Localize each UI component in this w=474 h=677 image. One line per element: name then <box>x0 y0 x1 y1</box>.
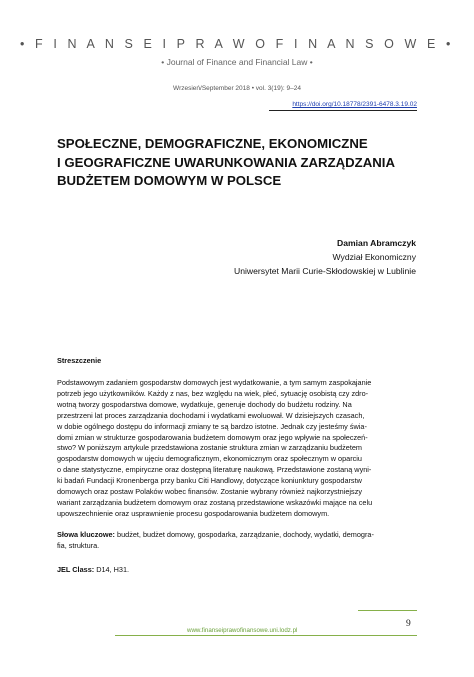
keywords-text-cont: fia, struktura. <box>57 540 100 550</box>
abstract-line: upowszechnienie oraz usprawnienie procesu gospodarowania budżetem domowym. <box>57 508 330 518</box>
abstract-line: przestrzeni lat proces zarządzania dochodami i wydatkami ewoluował. W dzisiejszych czasach, <box>57 410 365 420</box>
doi-divider <box>269 110 417 111</box>
footer-divider <box>115 635 417 636</box>
title-line: I GEOGRAFICZNE UWARUNKOWANIA ZARZĄDZANIA <box>57 154 395 170</box>
abstract-line: ki badań Fundacji Kronenberga przy banku Citi Handlowy, dotyczące koniunktury gospodarstw <box>57 476 362 486</box>
author-name: Damian Abramczyk <box>337 238 416 248</box>
abstract-line: wotną tworzy gospodarstwa domowe, wydatkuje, generuje dochody do budżetu rodziny. Na <box>57 399 352 409</box>
footer-url[interactable]: www.finanseiprawofinansowe.uni.lodz.pl <box>184 627 300 634</box>
title-line: BUDŻETEM DOMOWYM W POLSCE <box>57 173 282 188</box>
page-number: 9 <box>406 619 411 629</box>
abstract-line: stwo? W poniższym artykule przedstawiona zostanie struktura zmian w zarządzaniu budżetem <box>57 443 362 453</box>
article-title <box>57 135 427 191</box>
keywords <box>57 530 417 552</box>
footer-accent-rule <box>358 610 417 611</box>
jel-classification <box>57 565 417 576</box>
abstract-line: potrzeb jego użytkowników. Każdy z nas, bez względu na wiek, płeć, sytuację osobistą czy zdro- <box>57 388 369 398</box>
abstract-heading: Streszczenie <box>57 356 102 365</box>
author-department: Wydział Ekonomiczny <box>332 252 416 262</box>
keywords-label: Słowa kluczowe: <box>57 530 115 539</box>
abstract-line: wariant zarządzania budżetem domowym oraz zostaną przedstawione wskazówki mające na celu <box>57 497 373 507</box>
abstract-line: domi zmian w strukturze gospodarowania budżetem domowym oraz jego wpływie na społeczeń- <box>57 432 368 442</box>
issue-info: Wrzesień/September 2018 • vol. 3(19): 9–24 <box>173 85 301 92</box>
author-university: Uniwersytet Marii Curie-Skłodowskiej w Lublinie <box>234 266 416 276</box>
journal-title: • F I N A N S E I P R A W O F I N A N S O W E • <box>19 37 455 51</box>
title-line: SPOŁECZNE, DEMOGRAFICZNE, EKONOMICZNE <box>57 136 368 151</box>
keywords-text: budżet, budżet domowy, gospodarka, zarządzanie, dochody, wydatki, demogra- <box>117 530 374 539</box>
abstract-line: gospodarstw domowych w ujęciu demograficznym, ekonomicznym oraz społecznym w oparciu <box>57 454 362 464</box>
doi-link[interactable]: https://doi.org/10.18778/2391-6478.3.19.02 <box>292 101 417 108</box>
abstract-body <box>57 378 417 520</box>
jel-label: JEL Class: <box>57 565 95 574</box>
author-block <box>234 236 416 278</box>
abstract-line: domowych oraz postaw Polaków wobec finansów. Zostanie wybrany również najkorzystniejszy <box>57 487 362 497</box>
jel-value: D14, H31. <box>96 565 130 574</box>
abstract-line: Podstawowym zadaniem gospodarstw domowych jest wydatkowanie, a tym samym zaspokajanie <box>57 378 372 387</box>
abstract-line: w dobie ogólnego dostępu do informacji zmiany te są bardzo istotne. Jednak czy jesteśmy świa- <box>57 421 367 431</box>
journal-subtitle: • Journal of Finance and Financial Law • <box>161 57 313 67</box>
abstract-line: o dane statystyczne, empiryczne oraz dostępną literaturę naukową. Przedstawione zostaną wyni- <box>57 465 372 475</box>
